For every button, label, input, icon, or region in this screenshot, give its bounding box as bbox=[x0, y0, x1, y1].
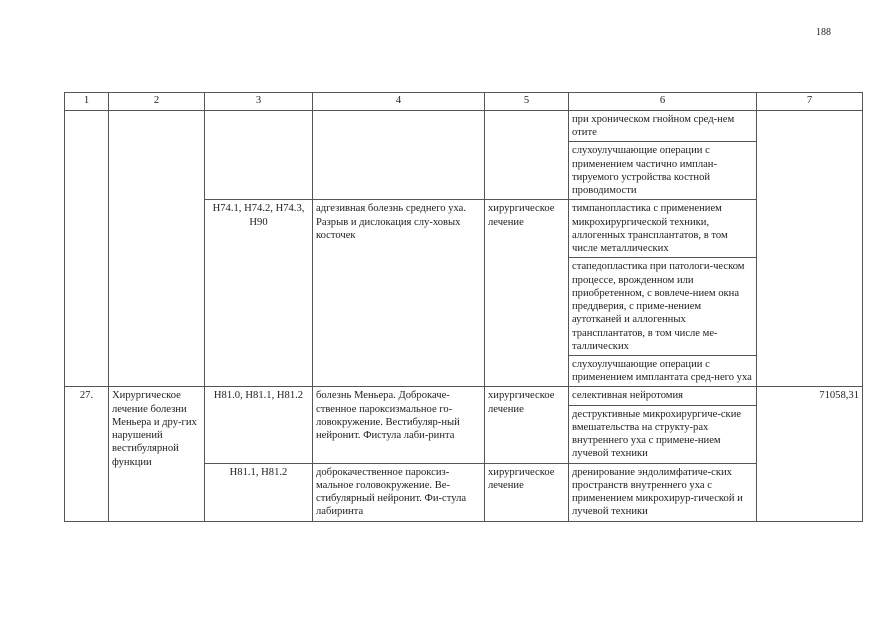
cell-name: Хирургическое лечение болезни Меньера и дру-гих нарушений вестибулярной функции bbox=[109, 387, 205, 521]
cell-codes bbox=[205, 111, 313, 200]
cell-codes: H81.0, H81.1, H81.2 bbox=[205, 387, 313, 463]
cell-number bbox=[65, 111, 109, 387]
cell-model bbox=[313, 111, 485, 200]
medical-care-table bbox=[64, 92, 863, 522]
cell-cost bbox=[757, 111, 863, 387]
header-col-1: 1 bbox=[65, 93, 109, 111]
page-number: 188 bbox=[816, 27, 831, 38]
cell-method: деструктивные микрохирургиче-ские вмешательства на структу-рах внутреннего уха с примене-нием лучевой техники bbox=[569, 405, 757, 463]
cell-method: слухоулучшающие операции с применением частично имплан-тируемого устройства костной проводимости bbox=[569, 142, 757, 200]
cell-treatment: хирургическое лечение bbox=[485, 463, 569, 521]
cell-treatment bbox=[485, 111, 569, 200]
header-col-2: 2 bbox=[109, 93, 205, 111]
header-row bbox=[65, 93, 863, 111]
table-row bbox=[65, 111, 863, 142]
header-col-3: 3 bbox=[205, 93, 313, 111]
header-col-7: 7 bbox=[757, 93, 863, 111]
cell-method: стапедопластика при патологи-ческом процессе, врожденном или приобретенном, с вовлече-нием окна преддверия, с приме-нением аутотканей и аллогенных трансплантатов, в том числе ме-таллических bbox=[569, 258, 757, 356]
cell-method: тимпанопластика с применением микрохирургической техники, аллогенных трансплантатов, в том числе металлических bbox=[569, 200, 757, 258]
cell-cost: 71058,31 bbox=[757, 387, 863, 521]
table-row bbox=[65, 387, 863, 405]
cell-codes: H81.1, H81.2 bbox=[205, 463, 313, 521]
header-col-6: 6 bbox=[569, 93, 757, 111]
cell-number: 27. bbox=[65, 387, 109, 521]
cell-name bbox=[109, 111, 205, 387]
cell-codes: H74.1, H74.2, H74.3, H90 bbox=[205, 200, 313, 387]
cell-model: болезнь Меньера. Доброкаче-ственное пароксизмальное го-ловокружение. Вестибуляр-ный нейронит. Фистула лаби-ринта bbox=[313, 387, 485, 463]
header-col-5: 5 bbox=[485, 93, 569, 111]
cell-treatment: хирургическое лечение bbox=[485, 200, 569, 387]
cell-method: селективная нейротомия bbox=[569, 387, 757, 405]
cell-method: при хроническом гнойном сред-нем отите bbox=[569, 111, 757, 142]
cell-treatment: хирургическое лечение bbox=[485, 387, 569, 463]
cell-method: слухоулучшающие операции с применением имплантата сред-него уха bbox=[569, 355, 757, 386]
header-col-4: 4 bbox=[313, 93, 485, 111]
cell-model: доброкачественное пароксиз-мальное головокружение. Ве-стибулярный нейронит. Фи-стула лабиринта bbox=[313, 463, 485, 521]
cell-method: дренирование эндолимфатиче-ских пространств внутреннего уха с применением микрохирур-гической и лучевой техники bbox=[569, 463, 757, 521]
cell-model: адгезивная болезнь среднего уха. Разрыв и дислокация слу-ховых косточек bbox=[313, 200, 485, 387]
